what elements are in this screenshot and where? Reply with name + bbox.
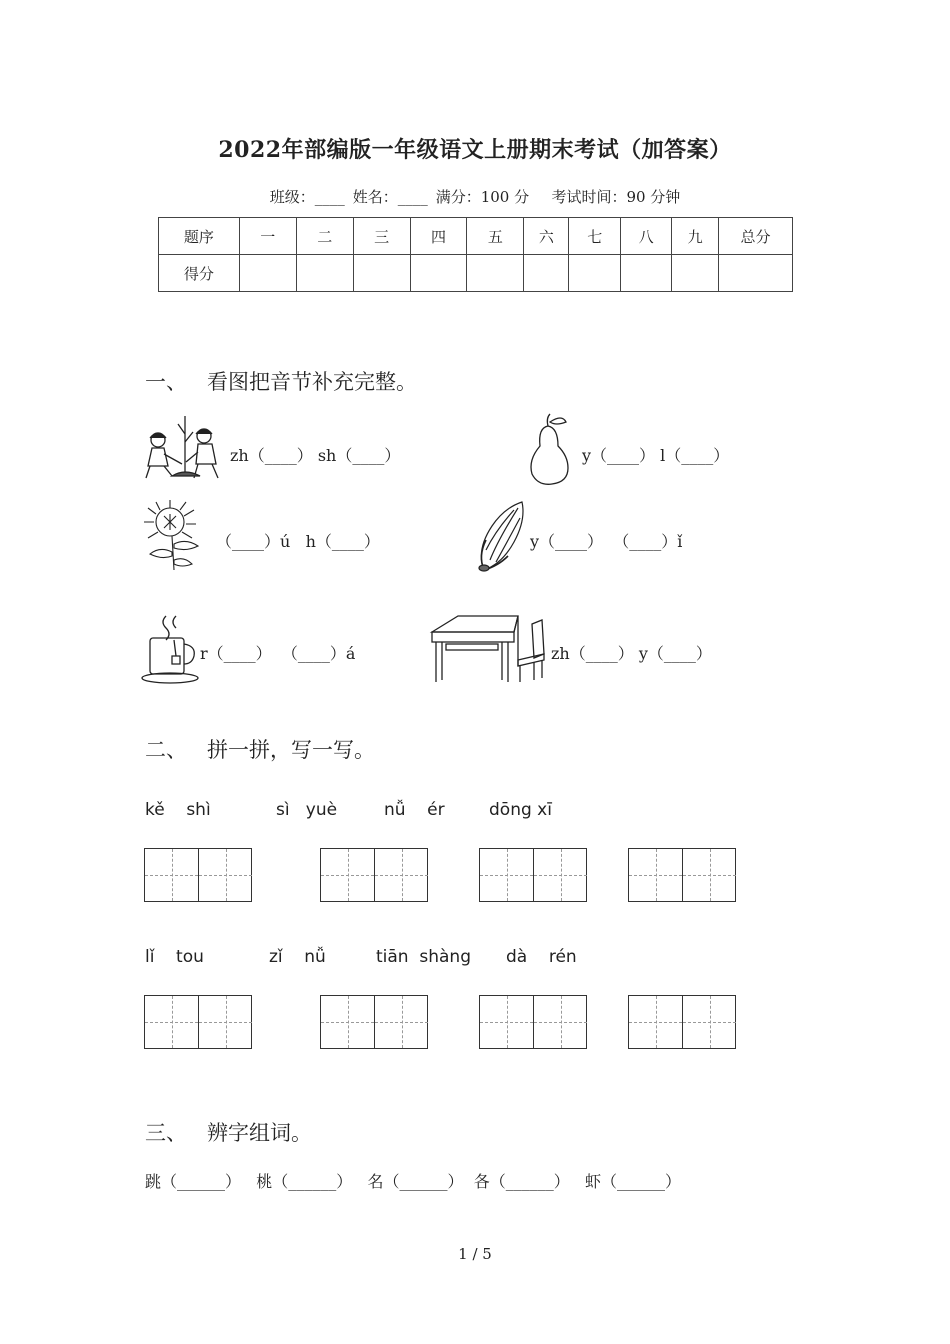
pinyin-8: dà rén xyxy=(506,947,577,967)
section1-item-4: y（____） （____）ǐ xyxy=(530,532,683,551)
pinyin-7: tiān shàng xyxy=(376,947,472,967)
score-cell[interactable] xyxy=(353,255,410,292)
writing-grid[interactable] xyxy=(144,995,252,1049)
score-col: 四 xyxy=(410,218,467,255)
score-cell[interactable] xyxy=(410,255,467,292)
score-col: 五 xyxy=(467,218,524,255)
score-col: 九 xyxy=(672,218,719,255)
section3-number: 三、 xyxy=(145,1121,187,1145)
tea-cup-picture xyxy=(140,612,202,684)
score-col: 三 xyxy=(353,218,410,255)
section1-title: 看图把音节补充完整。 xyxy=(207,370,417,394)
section2-heading xyxy=(145,734,375,764)
section1-item-3: （____）ú h（____） xyxy=(216,532,380,551)
writing-grid[interactable] xyxy=(628,995,736,1049)
pinyin-5: lǐ tou xyxy=(145,947,204,967)
pinyin-2: sì yuè xyxy=(276,800,338,820)
writing-grid[interactable] xyxy=(144,848,252,902)
section1-item-5: r（____） （____）á xyxy=(200,644,356,663)
score-cell[interactable] xyxy=(524,255,569,292)
score-col: 八 xyxy=(621,218,672,255)
pinyin-4: dōng xī xyxy=(489,800,552,820)
exam-info xyxy=(0,186,950,207)
page-title: 2022年部编版一年级语文上册期末考试（加答案） xyxy=(218,137,732,163)
section1-number: 一、 xyxy=(145,370,187,394)
section3-title: 辨字组词。 xyxy=(207,1121,312,1145)
section1-heading xyxy=(145,366,417,396)
chrysanthemum-picture xyxy=(142,500,208,572)
word-groups: 跳（______） 桃（______） 名（______） 各（______） 虾（______） xyxy=(145,1172,681,1191)
writing-grid[interactable] xyxy=(320,995,428,1049)
pear-picture xyxy=(524,412,574,488)
score-col: 总分 xyxy=(719,218,793,255)
pinyin-3: nǚ ér xyxy=(384,800,445,820)
writing-grid[interactable] xyxy=(628,848,736,902)
corn-picture xyxy=(474,500,530,574)
score-table xyxy=(158,217,793,292)
score-row-label: 题序 xyxy=(159,218,240,255)
section1-item-1: zh（____） sh（____） xyxy=(230,446,401,465)
score-table-header-row xyxy=(159,218,793,255)
section1-item-2: y（____） l（____） xyxy=(582,446,730,465)
score-cell[interactable] xyxy=(719,255,793,292)
score-row-label: 得分 xyxy=(159,255,240,292)
score-col: 二 xyxy=(296,218,353,255)
section2-number: 二、 xyxy=(145,738,187,762)
writing-grid[interactable] xyxy=(320,848,428,902)
desk-chair-picture xyxy=(428,610,550,686)
score-cell[interactable] xyxy=(467,255,524,292)
section3-heading xyxy=(145,1117,312,1147)
exam-time: 考试时间：90 分钟 xyxy=(551,188,681,206)
score-table-score-row xyxy=(159,255,793,292)
score-cell[interactable] xyxy=(296,255,353,292)
section2-title: 拼一拼，写一写。 xyxy=(207,738,375,762)
score-col: 七 xyxy=(569,218,621,255)
class-label: 班级：____ xyxy=(269,188,345,206)
score-col: 六 xyxy=(524,218,569,255)
full-score: 满分：100 分 xyxy=(435,188,530,206)
score-col: 一 xyxy=(239,218,296,255)
section1-item-6: zh（____） y（____） xyxy=(551,644,712,663)
writing-grid[interactable] xyxy=(479,848,587,902)
name-label: 姓名：____ xyxy=(352,188,428,206)
planting-tree-picture xyxy=(142,414,228,484)
pinyin-1: kě shì xyxy=(145,800,211,820)
page-number: 1 / 5 xyxy=(458,1245,492,1263)
score-cell[interactable] xyxy=(569,255,621,292)
score-cell[interactable] xyxy=(239,255,296,292)
writing-grid[interactable] xyxy=(479,995,587,1049)
pinyin-6: zǐ nǚ xyxy=(269,947,326,967)
score-cell[interactable] xyxy=(621,255,672,292)
score-cell[interactable] xyxy=(672,255,719,292)
